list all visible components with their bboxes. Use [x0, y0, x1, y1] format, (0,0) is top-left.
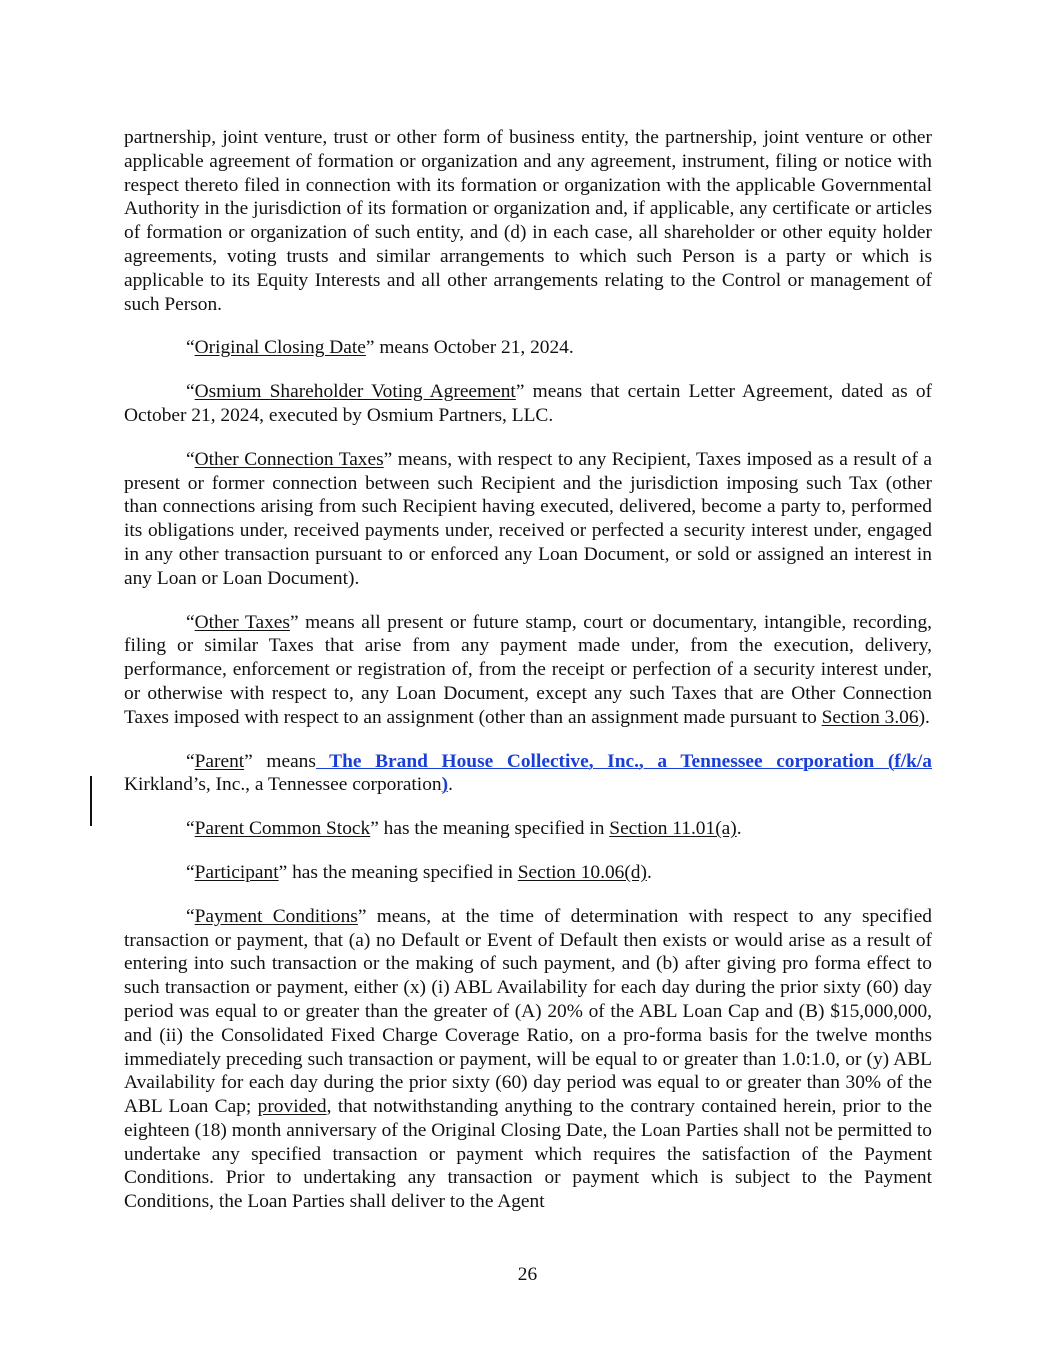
defined-term: Original Closing Date: [194, 337, 366, 359]
definition-parent: “Parent” means The Brand House Collective, Inc., a Tennessee corporation (f/k/a Kirkland’s, Inc., a Tennessee corporation).: [124, 750, 932, 796]
defined-term: Payment Conditions: [194, 905, 358, 927]
inserted-paren: ): [441, 774, 449, 796]
continuation-paragraph: partnership, joint venture, trust or other form of business entity, the partnership, joint venture or other applicable agreement of formation or organization and any agreement, instrument, filing or notice with respect thereto filed in connection with its formation or organization with the applicable Governmental Authority in the jurisdiction of its formation or organization and, if applicable, any certificate or articles of formation or organization of such entity, and (d) in each case, all shareholder or other equity holder agreements, voting trusts and similar arrangements to which such Person is a party or which is applicable to its Equity Interests and all other arrangements relating to the Control or management of such Person.: [124, 127, 932, 315]
definition-other-taxes: “Other Taxes” means all present or future stamp, court or documentary, intangible, recording, filing or similar Taxes that arise from any payment made under, from the execution, delivery, performance, enforcement or registration of, from the receipt or perfection of a security interest under, or otherwise with respect to, any Loan Document, except any such Taxes that are Other Connection Taxes imposed with respect to an assignment (other than an assignment made pursuant to Section 3.06).: [124, 611, 932, 728]
section-reference: Section 11.01(a): [609, 818, 737, 840]
defined-term: Osmium Shareholder Voting Agreement: [194, 381, 516, 403]
section-reference: Section 3.06: [821, 706, 919, 728]
defined-term: Parent Common Stock: [194, 818, 371, 840]
section-reference: Section 10.06(d): [517, 861, 647, 883]
definition-payment-conditions: “Payment Conditions” means, at the time of determination with respect to any specified transaction or payment, that (a) no Default or Event of Default then exists or would arise as a result of entering into such transaction or the making of such payment, and (b) after giving pro forma effect to such transaction or payment, either (x) (i) ABL Availability for each day during the prior sixty (60) day period was equal to or greater than the greater of (A) 20% of the ABL Loan Cap and (B) $15,000,000, and (ii) the Consolidated Fixed Charge Coverage Ratio, on a pro-forma basis for the twelve months immediately preceding such transaction or payment, will be equal to or greater than 1.0:1.0, or (y) ABL Availability for each day during the prior sixty (60) day period was equal to or greater than 30% of the ABL Loan Cap; provided, that notwithstanding anything to the contrary contained herein, prior to the eighteen (18) month anniversary of the Original Closing Date, the Loan Parties shall not be permitted to undertake any specified transaction or payment which requires the satisfaction of the Payment Conditions. Prior to undertaking any transaction or payment which is subject to the Payment Conditions, the Loan Parties shall deliver to the Agent: [124, 905, 932, 1213]
defined-term: Participant: [194, 861, 279, 883]
change-bar: [90, 776, 92, 826]
definition-other-connection-taxes: “Other Connection Taxes” means, with respect to any Recipient, Taxes imposed as a result of a present or former connection between such Recipient and the jurisdiction imposing such Tax (other than connections arising from such Recipient having executed, delivered, become a party to, performed its obligations under, received payments under, received or perfected a security interest under, engaged in any other transaction pursuant to or enforced any Loan Document, or sold or assigned an interest in any Loan or Loan Document).: [124, 448, 932, 589]
definition-osmium-agreement: “Osmium Shareholder Voting Agreement” means that certain Letter Agreement, dated as of October 21, 2024, executed by Osmium Partners, LLC.: [124, 381, 932, 426]
defined-term: Other Connection Taxes: [194, 448, 384, 470]
inserted-text: The Brand House Collective, Inc., a Tennessee corporation (f/k/a: [315, 750, 932, 772]
definition-parent-common-stock: “Parent Common Stock” has the meaning specified in Section 11.01(a).: [186, 818, 742, 840]
defined-term: Parent: [194, 750, 245, 772]
proviso: provided: [257, 1096, 327, 1118]
document-body: [124, 126, 932, 1214]
defined-term: Other Taxes: [194, 611, 290, 633]
page-number: 26: [517, 1264, 538, 1285]
definition-participant: “Participant” has the meaning specified in Section 10.06(d).: [186, 861, 652, 883]
definition-original-closing-date: “Original Closing Date” means October 21, 2024.: [186, 337, 574, 359]
